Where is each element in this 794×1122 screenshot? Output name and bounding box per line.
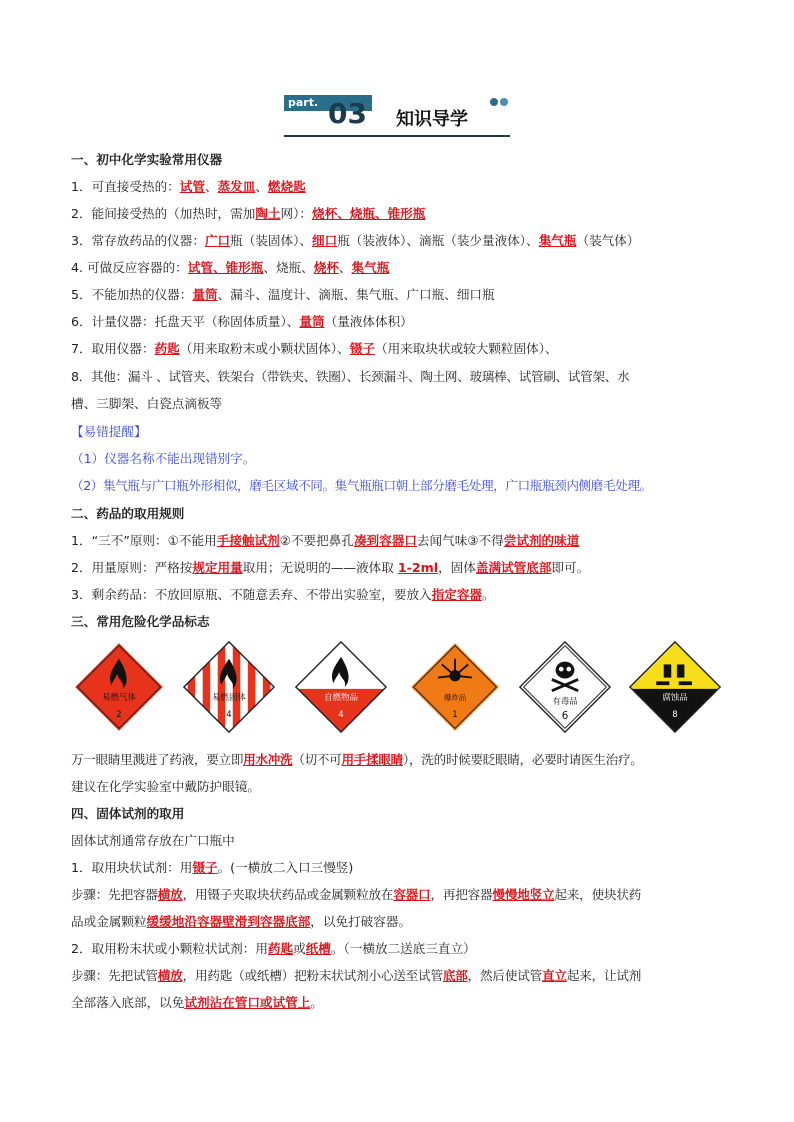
section-3-heading: 三、常用危险化学品标志 (71, 614, 210, 629)
s1-line-4: 4. 可做反应容器的：试管、锥形瓶、烧瓶、烧杯、集气瓶 (71, 260, 390, 275)
s1-line-6: 6．计量仪器：托盘天平（称固体质量）、量筒（量液体体积） (71, 314, 413, 329)
sign-class: 1 (452, 709, 458, 720)
s4-line-2: 2．取用粉末状或小颗粒状试剂：用药匙或纸槽。（一横放二送底三直立） (71, 941, 476, 956)
s4-step-1b: 品或金属颗粒缓缓地沿容器壁滑到容器底部，以免打破容器。 (71, 914, 412, 929)
sign-label: 有毒品 (552, 695, 578, 706)
s4-line-1: 1．取用块状试剂：用镊子。(一横放二入口三慢竖) (71, 860, 354, 875)
section-1-heading: 一、初中化学实验常用仪器 (71, 152, 223, 167)
sign-label: 腐蚀品 (662, 692, 688, 703)
s4-intro: 固体试剂通常存放在广口瓶中 (71, 833, 235, 848)
s2-line-1: 1．“三不”原则：①不能用手接触试剂②不要把鼻孔凑到容器口去闻气味③不得尝试剂的味道 (71, 533, 580, 548)
banner-title: 知识导学 (396, 109, 468, 130)
sign-class: 6 (561, 709, 569, 722)
sign-label: 易燃固体 (212, 692, 246, 703)
s4-step-1a: 步骤：先把容器横放，用镊子夹取块状药品或金属颗粒放在容器口，再把容器慢慢地竖立起来，使块状药 (71, 887, 642, 902)
sign-label: 易燃气体 (102, 692, 136, 703)
tip-title: 【易错提醒】 (71, 424, 147, 439)
tip-2: （2）集气瓶与广口瓶外形相似，磨毛区域不同。集气瓶瓶口朝上部分磨毛处理，广口瓶瓶颈内侧磨毛处理。 (71, 478, 652, 493)
s1-line-7: 7．取用仪器：药匙（用来取粉末或小颗状固体）、镊子（用来取块状或较大颗粒固体）、 (71, 341, 558, 356)
s1-line-3: 3．常存放药品的仪器：广口瓶（装固体）、细口瓶（装液体）、滴瓶（装少量液体）、集气瓶（装气体） (71, 233, 640, 248)
section-2-heading: 二、药品的取用规则 (71, 506, 185, 521)
hazard-signs (72, 640, 722, 740)
s1-line-1: 1．可直接受热的：试管、蒸发皿、燃烧匙 (71, 179, 306, 194)
sign-class: 8 (672, 709, 678, 720)
section-4-heading: 四、固体试剂的取用 (71, 806, 185, 821)
s4-step-2b: 全部落入底部，以免试剂沾在管口或试管上。 (71, 995, 323, 1010)
toxic-sign (518, 640, 612, 734)
sign-class: 4 (226, 709, 232, 720)
s3-paragraph-2: 建议在化学实验室中戴防护眼镜。 (71, 779, 260, 794)
s4-step-2a: 步骤：先把试管横放，用药匙（或纸槽）把粉末状试剂小心送至试管底部，然后使试管直立起来，让试剂 (71, 968, 642, 983)
sign-label: 爆炸品 (443, 693, 467, 703)
s1-line-2: 2．能间接受热的（加热时，需加陶土网）：烧杯、烧瓶、锥形瓶 (71, 206, 426, 221)
s3-paragraph-1: 万一眼睛里溅进了药液，要立即用水冲洗（切不可用手揉眼睛），洗的时候要眨眼睛，必要时请医生治疗。 (71, 752, 643, 767)
s2-line-2: 2．用量原则：严格按规定用量取用；无说明的——液体取 1-2ml，固体盖满试管底部即可。 (71, 560, 590, 575)
tip-1: （1）仪器名称不能出现错别字。 (71, 451, 256, 466)
banner-part: part. (288, 96, 319, 109)
s2-line-3: 3．剩余药品：不放回原瓶、不随意丢弃、不带出实验室，要放入指定容器。 (71, 587, 495, 602)
s1-line-8a: 8．其他：漏斗 、试管夹、铁架台（带铁夹、铁圈）、长颈漏斗、陶土网、玻璃棒、试管刷、试管架、水 (71, 369, 630, 384)
s1-line-5: 5．不能加热的仪器：量筒、漏斗、温度计、滴瓶、集气瓶、广口瓶、细口瓶 (71, 287, 495, 302)
corrosive-sign (628, 640, 722, 734)
sign-class: 2 (116, 709, 122, 720)
sign-class: 4 (338, 709, 344, 720)
banner-number: 03 (328, 97, 367, 130)
section-banner (284, 95, 510, 137)
sign-label: 自燃物品 (324, 692, 358, 703)
explosive-sign (408, 640, 502, 734)
spontaneous-combustion-sign (294, 640, 388, 734)
water-drops-icon (489, 95, 511, 109)
flammable-solid-sign (182, 640, 276, 734)
s1-line-8b: 槽、三脚架、白瓷点滴板等 (71, 396, 223, 411)
flammable-gas-sign (72, 640, 166, 734)
banner-underline (284, 135, 510, 137)
